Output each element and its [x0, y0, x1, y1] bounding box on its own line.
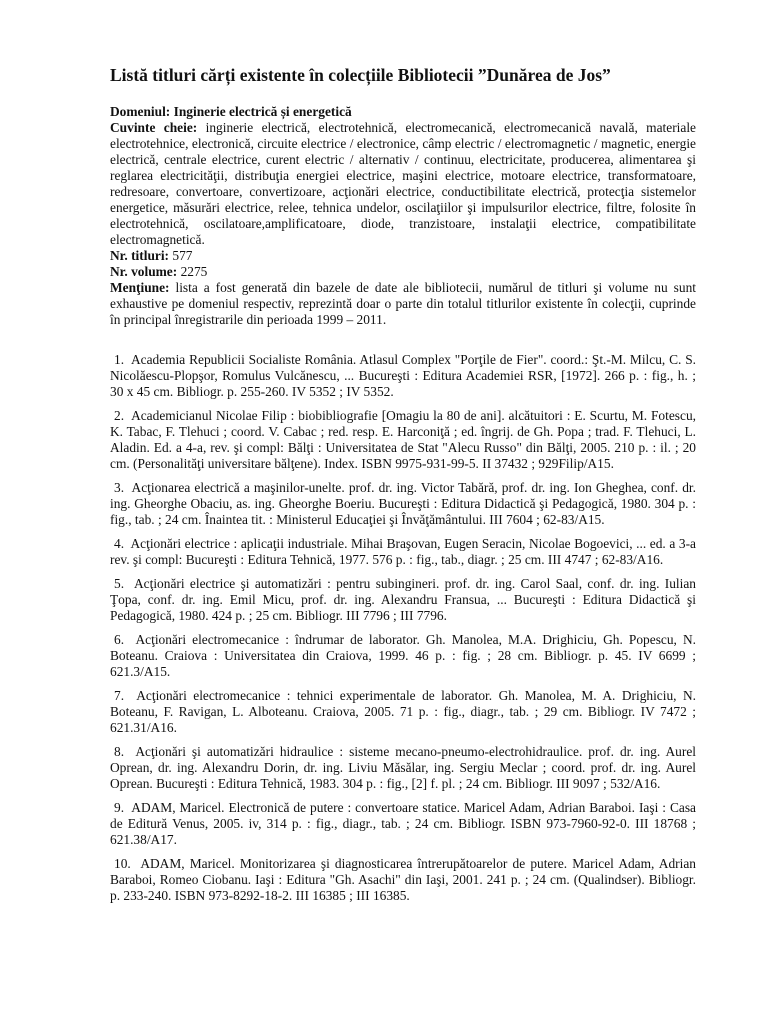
- list-item: [110, 408, 696, 472]
- entry-number: 6.: [114, 632, 125, 647]
- list-item: [110, 480, 696, 528]
- entry-number: 10.: [114, 856, 131, 871]
- entry-text: ADAM, Maricel. Monitorizarea şi diagnosticarea întrerupătoarelor de putere. Maricel Adam, Adrian Baraboi, Romeo Ciobanu. Iaşi : Editura "Gh. Asachi" din Iaşi, 2001. 241 p. ; 24 cm. (Qualindser). Bibliogr. p. 233-240. ISBN 973-8292-18-2. III 16385 ; III 16385.: [110, 856, 696, 903]
- list-item: [110, 632, 696, 680]
- list-item: [110, 744, 696, 792]
- list-item: [110, 576, 696, 624]
- entry-text: Acţionări electromecanice : îndrumar de laborator. Gh. Manolea, M.A. Drighiciu, Gh. Popescu, N. Boteanu. Craiova : Universitatea din Craiova, 1999. 46 p. : fig. ; 28 cm. Bibliogr. p. 45. IV 6699 ; 621.3/A15.: [110, 632, 696, 679]
- list-item: [110, 800, 696, 848]
- volumes-count-value: 2275: [180, 264, 208, 279]
- entry-text: Acţionări electromecanice : tehnici experimentale de laborator. Gh. Manolea, M. A. Drighiciu, N. Boteanu, F. Ravigan, L. Alboteanu. Craiova, 2005. 71 p. : fig., diagr., tab. ; 29 cm. Bibliogr. IV 7472 ; 621.31/A16.: [110, 688, 696, 735]
- document-page: [110, 64, 696, 912]
- mention-label: Menţiune:: [110, 280, 170, 295]
- entry-text: ADAM, Maricel. Electronică de putere : convertoare statice. Maricel Adam, Adrian Baraboi. Iaşi : Casa de Editură Venus, 2005. iv, 314 p. : fig., diagr., tab. ; 24 cm. Bibliogr. ISBN 973-7960-92-0. III 18768 ; 621.38/A17.: [110, 800, 697, 847]
- mention-value: lista a fost generată din bazele de date ale bibliotecii, numărul de titluri şi volume nu sunt exhaustive pe domeniul respectiv, reprezintă doar o parte din totalul titlurilor existente în colecţii, cuprinde în principal înregistrarile din perioada 1999 – 2011.: [110, 280, 696, 327]
- entry-number: 5.: [114, 576, 125, 591]
- entry-text: Acţionări electrice : aplicaţii industriale. Mihai Braşovan, Eugen Seracin, Nicolae Bogoevici, ... ed. a 3-a rev. şi compl: Bucureşti : Editura Tehnică, 1977. 576 p. : fig., tab., diagr. ; 25 cm. III 4747 ; 62-83/A16.: [110, 536, 696, 567]
- list-item: [110, 856, 696, 904]
- domain-line: [110, 104, 696, 120]
- entry-number: 3.: [114, 480, 125, 495]
- document-title: Listă titluri cărți existente în colecțiile Bibliotecii ”Dunărea de Jos”: [110, 65, 611, 85]
- list-item: [110, 688, 696, 736]
- entry-number: 4.: [114, 536, 125, 551]
- entry-number: 1.: [114, 352, 125, 367]
- entry-text: Academia Republicii Socialiste România. Atlasul Complex "Porţile de Fier". coord.: Şt.-M. Milcu, C. S. Nicolăescu-Plopşor, Romulus Vulcănescu, ... Bucureşti : Editura Academiei RSR, [1972]. 266 p. : fig., h. ; 30 x 45 cm. Bibliogr. p. 255-260. IV 5352 ; IV 5352.: [110, 352, 696, 399]
- entry-text: Acţionări electrice şi automatizări : pentru subingineri. prof. dr. ing. Carol Saal, conf. dr. ing. Iulian Ţopa, conf. dr. ing. Emil Micu, prof. dr. ing. Alexandru Fransua, ... Bucureşti : Editura Didactică şi Pedagogică, 1980. 424 p. ; 25 cm. Bibliogr. III 7796 ; III 7796.: [110, 576, 696, 623]
- list-item: [110, 352, 696, 400]
- entry-number: 7.: [114, 688, 125, 703]
- mention-line: [110, 280, 696, 328]
- titles-count-value: 577: [172, 248, 193, 263]
- entry-text: Acţionări şi automatizări hidraulice : sisteme mecano-pneumo-electrohidraulice. prof. dr. ing. Aurel Oprean, dr. ing. Alexandru Dorin, dr. ing. Liviu Măsălar, ing. Sergiu Meclar ; coord. prof. dr. ing. Aurel Oprean. Bucureşti : Editura Tehnică, 1983. 304 p. : fig., [2] f. pl. ; 24 cm. Bibliogr. III 9097 ; 532/A16.: [110, 744, 696, 791]
- domain-label: Domeniul:: [110, 104, 171, 119]
- titles-count-label: Nr. titluri:: [110, 248, 170, 263]
- domain-value: Inginerie electrică și energetică: [173, 104, 352, 119]
- book-list: [110, 352, 696, 904]
- entry-number: 9.: [114, 800, 125, 815]
- keywords-label: Cuvinte cheie:: [110, 120, 198, 135]
- volumes-count-label: Nr. volume:: [110, 264, 178, 279]
- metadata-block: [110, 104, 696, 328]
- volumes-count-line: [110, 264, 696, 280]
- entry-number: 8.: [114, 744, 125, 759]
- list-item: [110, 536, 696, 568]
- entry-text: Academicianul Nicolae Filip : biobibliografie [Omagiu la 80 de ani]. alcătuitori : E. Scurtu, M. Fotescu, K. Tabac, F. Tlehuci ; coord. V. Cabac ; red. resp. E. Harconiţă ; ed. îngrij. de Gh. Popa ; trad. F. Tlehuci, L. Aladin. Ed. a 4-a, rev. şi compl: Bălţi : Universitatea de Stat "Alecu Russo" din Bălţi, 2005. 210 p. : il. ; 20 cm. (Personalităţi universitare bălţene). Index. ISBN 9975-931-99-5. II 37432 ; 929Filip/A15.: [110, 408, 696, 471]
- titles-count-line: [110, 248, 696, 264]
- keywords-value: inginerie electrică, electrotehnică, electromecanică, electromecanică navală, materiale electrotehnice, electronică, circuite electrice / electronice, câmp electric / electromagnetic / magnetic, energie electrică, centrale electrice, curent electric / alternativ / continuu, electricitate, producerea, alimentarea şi reglarea electricităţii, distribuţia energiei electrice, maşini electrice, motoare electrice, transformatoare, redresoare, convertoare, convertizoare, acţionări electrice, conductibilitate electrică, protecţia sistemelor energetice, măsurări electrice, relee, tehnica undelor, oscilaţiilor şi impulsurilor electrice, filtre, folosite în electrotehnică, oscilatoare,amplificatoare, diode, tranzistoare, instalaţii electrice, compatibilitate electromagnetică.: [110, 120, 696, 247]
- keywords-line: [110, 120, 696, 248]
- entry-number: 2.: [114, 408, 125, 423]
- entry-text: Acţionarea electrică a maşinilor-unelte. prof. dr. ing. Victor Tabără, prof. dr. ing. Ion Gheghea, conf. dr. ing. Gheorghe Obaciu, as. ing. Gheorghe Boeriu. Bucureşti : Editura Didactică şi Pedagogică, 1980. 304 p. : fig., tab. ; 24 cm. Înaintea tit. : Ministerul Educaţiei şi Învăţământului. III 7604 ; 62-83/A15.: [110, 480, 696, 527]
